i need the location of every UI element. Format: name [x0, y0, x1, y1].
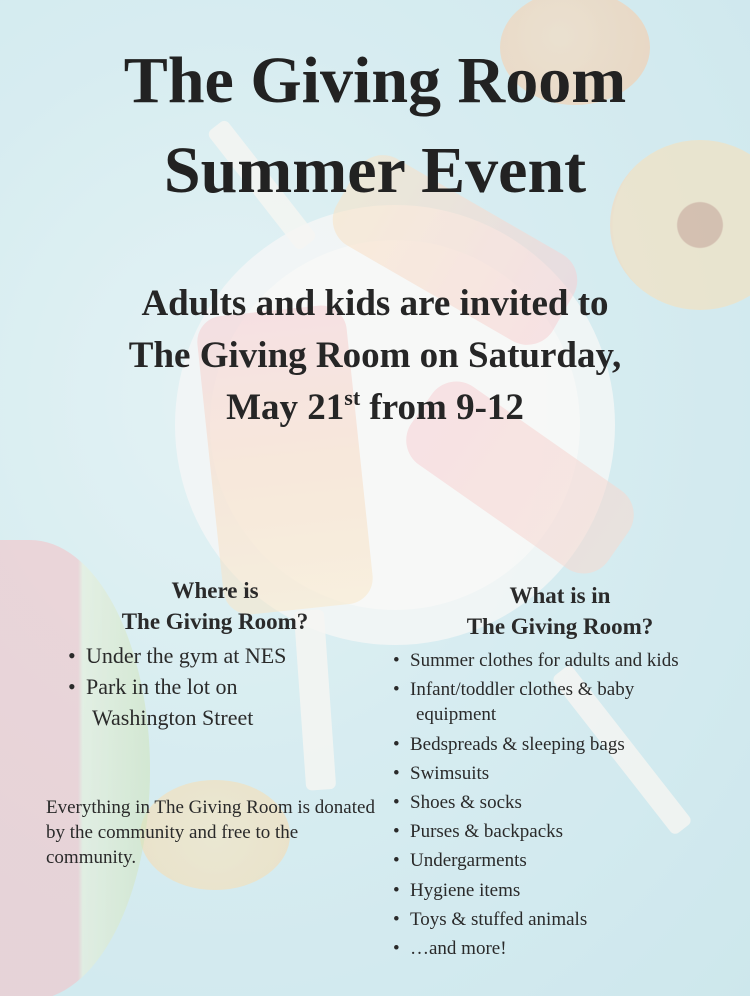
list-item — [393, 934, 743, 963]
flyer-title — [0, 36, 750, 216]
list-item — [393, 905, 743, 934]
where-list — [68, 640, 368, 733]
list-item-text: Swimsuits — [410, 762, 490, 784]
list-item-text: …and more! — [410, 938, 507, 960]
list-item-text: Undergarments — [410, 850, 527, 872]
list-item — [393, 759, 743, 788]
list-item-text: Summer clothes for adults and kids — [410, 650, 679, 671]
list-item — [393, 788, 743, 817]
list-item-text: Under the gym at NES — [86, 643, 287, 668]
heading-line: The Giving Room? — [121, 609, 309, 634]
where-heading — [70, 575, 360, 637]
list-item — [393, 876, 743, 905]
list-item — [393, 846, 743, 875]
invite-line-date — [0, 382, 750, 434]
title-line: Summer Event — [163, 134, 587, 207]
list-item — [393, 646, 743, 675]
donation-note: Everything in The Giving Room is donated by the community and free to the community. — [46, 797, 375, 868]
list-item-text: Shoes & socks — [410, 792, 522, 814]
invitation-text — [0, 278, 750, 434]
list-item-text: Toys & stuffed animals — [410, 908, 588, 930]
list-item — [393, 730, 743, 759]
list-item — [393, 675, 743, 729]
date-suffix: st — [344, 385, 361, 410]
list-item — [68, 671, 368, 733]
list-item-text: Bedspreads & sleeping bags — [410, 733, 625, 755]
list-item-continuation: Washington Street — [92, 705, 254, 730]
what-list — [393, 646, 743, 963]
list-item-text: Park in the lot on — [86, 674, 238, 699]
what-heading — [405, 580, 715, 642]
list-item-text: Infant/toddler clothes & baby — [410, 679, 635, 701]
list-item — [68, 640, 368, 671]
list-item-text: Purses & backpacks — [410, 821, 564, 843]
invite-line: Adults and kids are invited to — [141, 283, 609, 324]
title-line: The Giving Room — [123, 44, 627, 117]
invite-line: The Giving Room on Saturday, — [128, 335, 622, 376]
heading-line: Where is — [171, 578, 259, 603]
heading-line: The Giving Room? — [466, 614, 654, 639]
heading-line: What is in — [509, 583, 611, 608]
list-item-text: Hygiene items — [410, 879, 521, 901]
list-item-continuation: equipment — [416, 704, 497, 726]
list-item — [393, 817, 743, 846]
time-text: from 9-12 — [360, 387, 524, 428]
date-text: May 21 — [226, 387, 345, 428]
